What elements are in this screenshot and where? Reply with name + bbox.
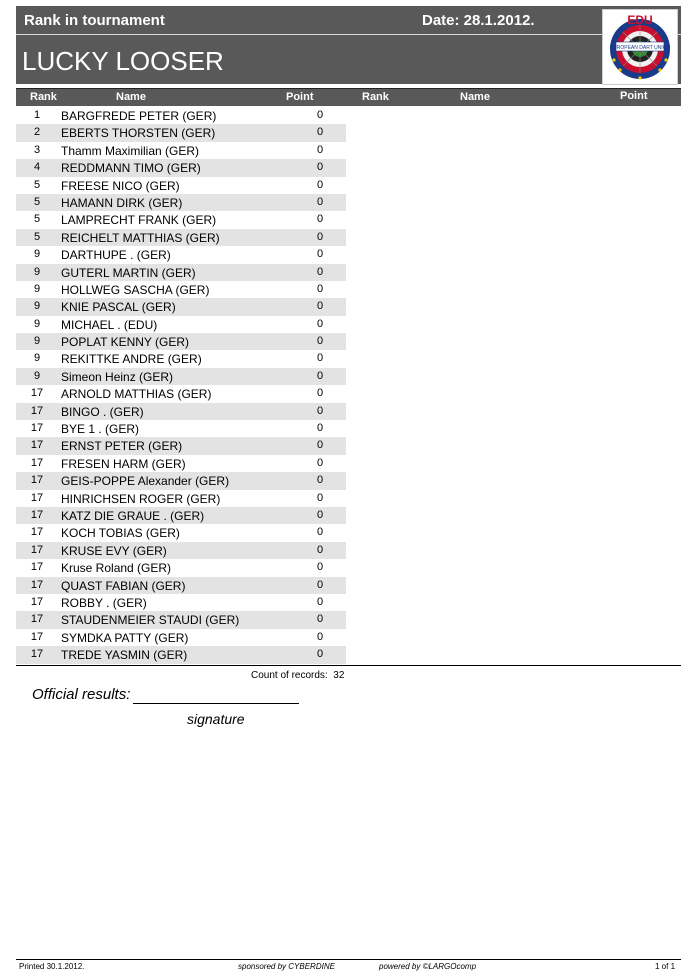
table-row [16, 159, 346, 176]
row-name: GUTERL MARTIN (GER) [61, 265, 196, 280]
table-row [16, 524, 346, 541]
row-rank: 1 [33, 109, 41, 121]
tournament-title: LUCKY LOOSER [22, 46, 224, 76]
row-rank: 9 [33, 369, 41, 382]
table-bottom-rule [16, 665, 681, 666]
table-row [16, 490, 346, 507]
row-name: KNIE PASCAL (GER) [61, 300, 176, 315]
table-row [16, 385, 346, 402]
table-row [16, 403, 346, 420]
table-row [16, 559, 346, 576]
table-row [16, 142, 346, 159]
row-name: BARGFREDE PETER (GER) [61, 109, 217, 123]
row-name: QUAST FABIAN (GER) [61, 578, 186, 593]
table-row [16, 420, 346, 437]
row-name: REKITTKE ANDRE (GER) [61, 352, 202, 367]
row-name: ARNOLD MATTHIAS (GER) [61, 387, 212, 402]
row-point: 0 [316, 143, 324, 156]
report-header [16, 6, 681, 84]
record-count-label: Count of records: [251, 670, 328, 681]
row-name: BYE 1 . (GER) [61, 422, 140, 437]
row-name: HINRICHSEN ROGER (GER) [61, 491, 221, 506]
row-rank: 9 [33, 335, 41, 348]
table-row [16, 629, 346, 646]
row-point: 0 [316, 161, 324, 174]
row-name: SYMDKA PATTY (GER) [61, 630, 189, 645]
row-name: LAMPRECHT FRANK (GER) [61, 213, 217, 228]
row-name: REDDMANN TIMO (GER) [61, 161, 201, 176]
row-point: 0 [316, 630, 324, 643]
row-point: 0 [316, 195, 324, 208]
row-point: 0 [316, 456, 324, 469]
row-rank: 3 [33, 143, 41, 156]
row-rank: 17 [30, 648, 44, 661]
row-rank: 5 [33, 213, 41, 226]
results-table [16, 107, 346, 664]
row-rank: 5 [33, 230, 41, 243]
rank-in-tournament-label: Rank in tournament [24, 12, 165, 29]
row-name: ERNST PETER (GER) [61, 439, 183, 454]
row-name: DARTHUPE . (GER) [61, 248, 171, 263]
col-point-2: Point [620, 90, 648, 102]
row-rank: 17 [30, 543, 44, 556]
table-row [16, 542, 346, 559]
row-name: STAUDENMEIER STAUDI (GER) [61, 613, 240, 628]
row-point: 0 [316, 248, 324, 261]
table-row [16, 194, 346, 211]
row-rank: 17 [30, 439, 44, 452]
row-rank: 17 [30, 491, 44, 504]
table-row [16, 264, 346, 281]
row-name: FREESE NICO (GER) [61, 178, 180, 193]
column-header-bar [16, 88, 681, 106]
row-name: REICHELT MATTHIAS (GER) [61, 230, 220, 245]
row-point: 0 [316, 126, 324, 139]
row-name: KRUSE EVY (GER) [61, 543, 167, 558]
table-row [16, 298, 346, 315]
row-name: ROBBY . (GER) [61, 595, 147, 610]
row-point: 0 [316, 282, 324, 295]
row-name: KATZ DIE GRAUE . (GER) [61, 508, 205, 523]
row-rank: 4 [33, 161, 41, 174]
row-point: 0 [316, 561, 324, 574]
row-point: 0 [316, 109, 324, 121]
table-row [16, 368, 346, 385]
table-row [16, 246, 346, 263]
col-rank: Rank [30, 91, 57, 103]
signature-caption: signature [187, 711, 245, 727]
date-label: Date: 28.1.2012. [422, 12, 535, 29]
row-point: 0 [316, 404, 324, 417]
table-row [16, 437, 346, 454]
row-point: 0 [316, 439, 324, 452]
col-name: Name [116, 91, 146, 103]
row-point: 0 [316, 178, 324, 191]
record-count [251, 670, 344, 681]
table-row [16, 646, 346, 663]
page-number: 1 of 1 [655, 962, 676, 971]
header-top-bar [16, 6, 681, 35]
row-point: 0 [316, 508, 324, 521]
row-rank: 5 [33, 178, 41, 191]
row-point: 0 [316, 491, 324, 504]
row-point: 0 [316, 474, 324, 487]
col-rank-2: Rank [362, 91, 389, 103]
row-rank: 17 [30, 526, 44, 539]
table-row [16, 281, 346, 298]
table-row [16, 229, 346, 246]
table-row [16, 507, 346, 524]
row-name: GEIS-POPPE Alexander (GER) [61, 474, 230, 489]
row-point: 0 [316, 213, 324, 226]
row-name: MICHAEL . (EDU) [61, 317, 158, 332]
row-rank: 17 [30, 404, 44, 417]
table-row [16, 472, 346, 489]
row-point: 0 [316, 422, 324, 435]
row-rank: 17 [30, 595, 44, 608]
table-row [16, 350, 346, 367]
edu-logo [602, 9, 678, 85]
table-row [16, 333, 346, 350]
row-rank: 17 [30, 578, 44, 591]
sponsored-by: sponsored by CYBERDINE [238, 962, 335, 971]
row-point: 0 [316, 352, 324, 365]
row-point: 0 [316, 648, 324, 661]
table-row [16, 611, 346, 628]
row-rank: 9 [33, 300, 41, 313]
row-rank: 17 [30, 508, 44, 521]
row-rank: 9 [33, 317, 41, 330]
row-rank: 17 [30, 474, 44, 487]
row-rank: 17 [30, 422, 44, 435]
row-rank: 2 [33, 126, 41, 139]
row-rank: 17 [30, 561, 44, 574]
row-point: 0 [316, 335, 324, 348]
row-name: TREDE YASMIN (GER) [61, 648, 188, 663]
table-row [16, 211, 346, 228]
svg-text:EDU: EDU [627, 13, 653, 27]
table-row [16, 124, 346, 141]
row-point: 0 [316, 369, 324, 382]
row-rank: 17 [30, 456, 44, 469]
row-name: Simeon Heinz (GER) [61, 369, 174, 384]
row-name: HOLLWEG SASCHA (GER) [61, 282, 210, 297]
row-name: BINGO . (GER) [61, 404, 144, 419]
row-rank: 9 [33, 248, 41, 261]
row-point: 0 [316, 387, 324, 400]
row-rank: 5 [33, 195, 41, 208]
signature-line [133, 703, 299, 704]
dartboard-logo-icon [603, 10, 677, 84]
table-row [16, 316, 346, 333]
row-point: 0 [316, 230, 324, 243]
row-point: 0 [316, 526, 324, 539]
powered-by: powered by ©LARGOcomp [379, 962, 477, 971]
table-row [16, 107, 346, 124]
table-row [16, 577, 346, 594]
footer-rule [16, 959, 681, 960]
row-name: Thamm Maximilian (GER) [61, 143, 200, 158]
row-name: Kruse Roland (GER) [61, 561, 172, 576]
row-name: KOCH TOBIAS (GER) [61, 526, 180, 541]
col-point: Point [286, 91, 314, 103]
row-name: EBERTS THORSTEN (GER) [61, 126, 216, 141]
row-point: 0 [316, 613, 324, 626]
col-name-2: Name [460, 91, 490, 103]
row-rank: 17 [30, 387, 44, 400]
row-rank: 9 [33, 265, 41, 278]
row-name: FRESEN HARM (GER) [61, 456, 186, 471]
table-row [16, 177, 346, 194]
record-count-value: 32 [333, 670, 345, 681]
row-point: 0 [316, 317, 324, 330]
row-point: 0 [316, 578, 324, 591]
row-point: 0 [316, 595, 324, 608]
row-point: 0 [316, 300, 324, 313]
row-point: 0 [316, 265, 324, 278]
row-point: 0 [316, 543, 324, 556]
printed-date: Printed 30.1.2012. [19, 962, 85, 971]
svg-text:EUROPEAN DART UNION: EUROPEAN DART UNION [609, 45, 671, 51]
table-row [16, 594, 346, 611]
row-name: POPLAT KENNY (GER) [61, 335, 190, 350]
row-rank: 9 [33, 282, 41, 295]
row-rank: 17 [30, 613, 44, 626]
row-rank: 9 [33, 352, 41, 365]
row-name: HAMANN DIRK (GER) [61, 195, 183, 210]
table-row [16, 455, 346, 472]
official-results-label: Official results: [32, 686, 131, 703]
row-rank: 17 [30, 630, 44, 643]
